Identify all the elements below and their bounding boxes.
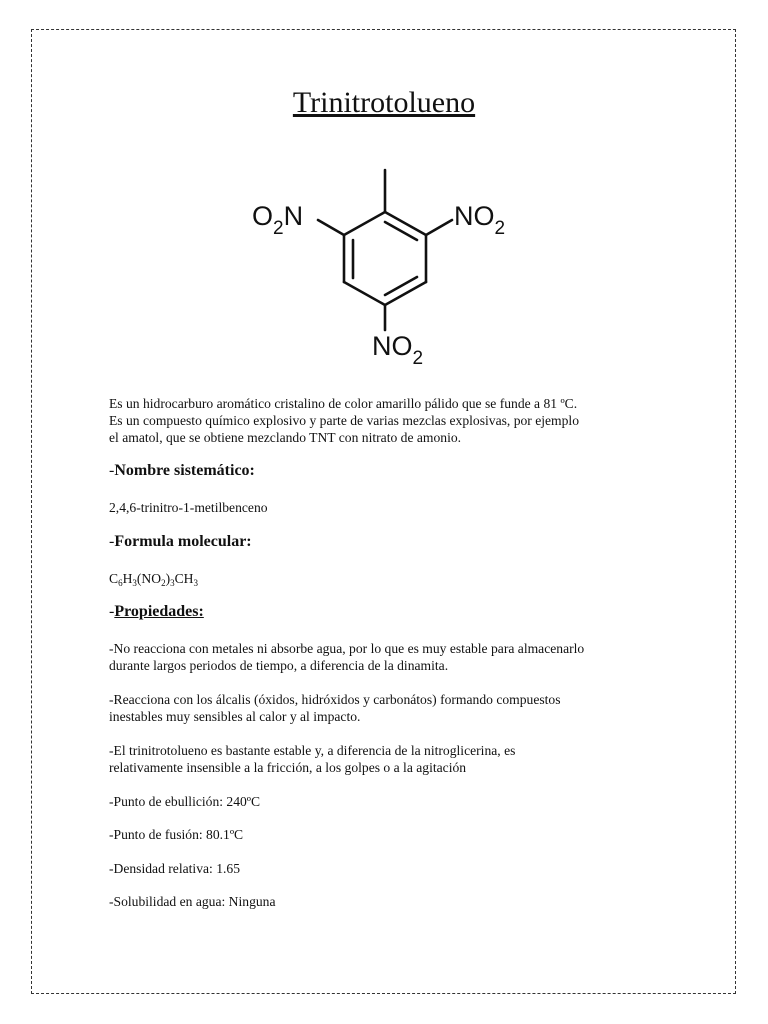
no2-right-label: $NO_2$ xyxy=(454,201,506,239)
nombre-value: 2,4,6-trinitro-1-metilbenceno xyxy=(109,500,268,515)
nombre-heading: -Nombre sistemático: xyxy=(109,462,255,479)
tnt-structure-diagram xyxy=(240,160,530,370)
solubilidad-agua: -Solubilidad en agua: Ninguna xyxy=(109,894,276,909)
punto-ebullicion: -Punto de ebullición: 240ºC xyxy=(109,794,261,809)
propiedad-item: -Reacciona con los álcalis (óxidos, hidróxidos y carbonátos) formando compuestos inestables muy sensibles al calor y al impacto. xyxy=(109,692,561,724)
intro-paragraph: Es un hidrocarburo aromático cristalino de color amarillo pálido que se funde a 81 ºC. Es un compuesto químico explosivo y parte de varias mezclas explosivas, por ejemplo el amatol, que se obtiene mezclando TNT con nitrato de amonio. xyxy=(109,396,579,445)
no2-left-label: $O_2N$ xyxy=(252,201,304,239)
formula-value: $C_6H_3(NO_2)_3CH_3$ xyxy=(109,571,198,588)
propiedad-item: -No reacciona con metales ni absorbe agua, por lo que es muy estable para almacenarlo durante largos periodos de tiempo, a diferencia de la dinamita. xyxy=(109,641,585,673)
propiedad-item: -El trinitrotolueno es bastante estable y, a diferencia de la nitroglicerina, es relativamente insensible a la fricción, a los golpes o a la agitación xyxy=(109,743,516,775)
propiedades-heading: -Propiedades: xyxy=(109,603,204,620)
punto-fusion: -Punto de fusión: 80.1ºC xyxy=(109,827,244,842)
no2-bottom-label: $NO_2$ xyxy=(372,331,424,369)
page-title: Trinitrotolueno xyxy=(292,86,476,119)
densidad-relativa: -Densidad relativa: 1.65 xyxy=(109,861,240,876)
formula-heading: -Formula molecular: xyxy=(109,533,252,550)
